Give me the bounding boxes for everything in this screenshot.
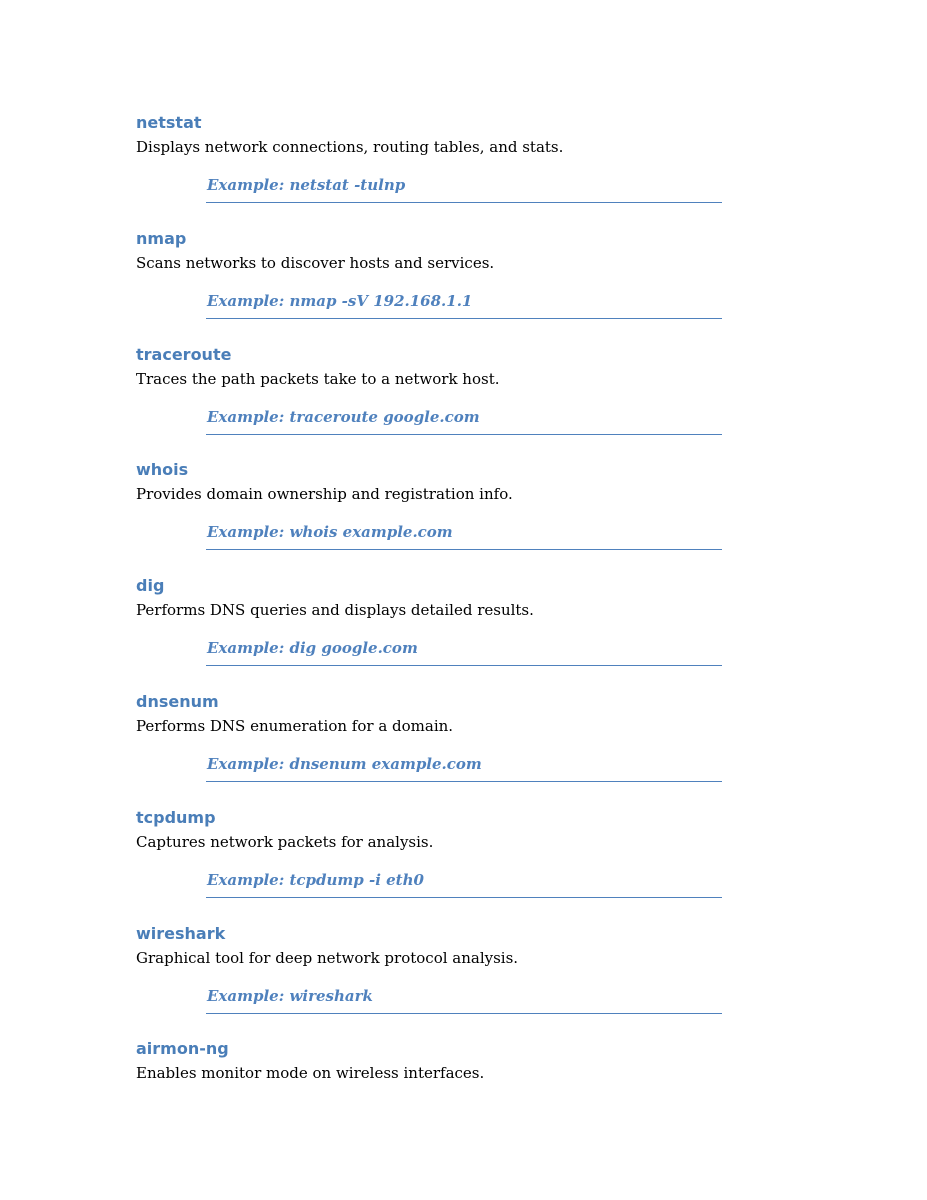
command-example-block <box>206 174 722 203</box>
command-description: Captures network packets for analysis. <box>136 833 434 851</box>
command-name: nmap <box>136 229 187 248</box>
command-description: Displays network connections, routing tables, and stats. <box>136 138 564 156</box>
command-name: dnsenum <box>136 692 219 711</box>
command-example: Example: wireshark <box>207 987 373 1005</box>
command-example-block <box>206 637 722 666</box>
command-name: dig <box>136 576 165 595</box>
command-description: Provides domain ownership and registration info. <box>136 485 513 503</box>
command-example-block <box>206 753 722 782</box>
command-name: tcpdump <box>136 808 216 827</box>
command-name: netstat <box>136 113 202 132</box>
command-example-block <box>206 521 722 550</box>
command-description: Performs DNS enumeration for a domain. <box>136 717 454 735</box>
command-description: Graphical tool for deep network protocol analysis. <box>136 949 519 967</box>
command-description: Enables monitor mode on wireless interfaces. <box>136 1064 485 1082</box>
command-name: traceroute <box>136 345 232 364</box>
command-example: Example: dig google.com <box>207 639 418 657</box>
command-example: Example: netstat -tulnp <box>207 176 406 194</box>
command-example-block <box>206 290 722 319</box>
command-description: Performs DNS queries and displays detailed results. <box>136 601 534 619</box>
command-example-block <box>206 869 722 898</box>
command-description: Traces the path packets take to a network host. <box>136 370 500 388</box>
command-name: wireshark <box>136 924 226 943</box>
command-example: Example: tcpdump -i eth0 <box>207 871 424 889</box>
command-example: Example: nmap -sV 192.168.1.1 <box>207 292 473 310</box>
command-example: Example: dnsenum example.com <box>207 755 482 773</box>
command-example-block <box>206 985 722 1014</box>
command-example: Example: traceroute google.com <box>207 408 480 426</box>
command-description: Scans networks to discover hosts and services. <box>136 254 495 272</box>
command-name: airmon-ng <box>136 1039 229 1058</box>
command-name: whois <box>136 460 189 479</box>
command-example: Example: whois example.com <box>207 523 453 541</box>
command-example-block <box>206 406 722 435</box>
